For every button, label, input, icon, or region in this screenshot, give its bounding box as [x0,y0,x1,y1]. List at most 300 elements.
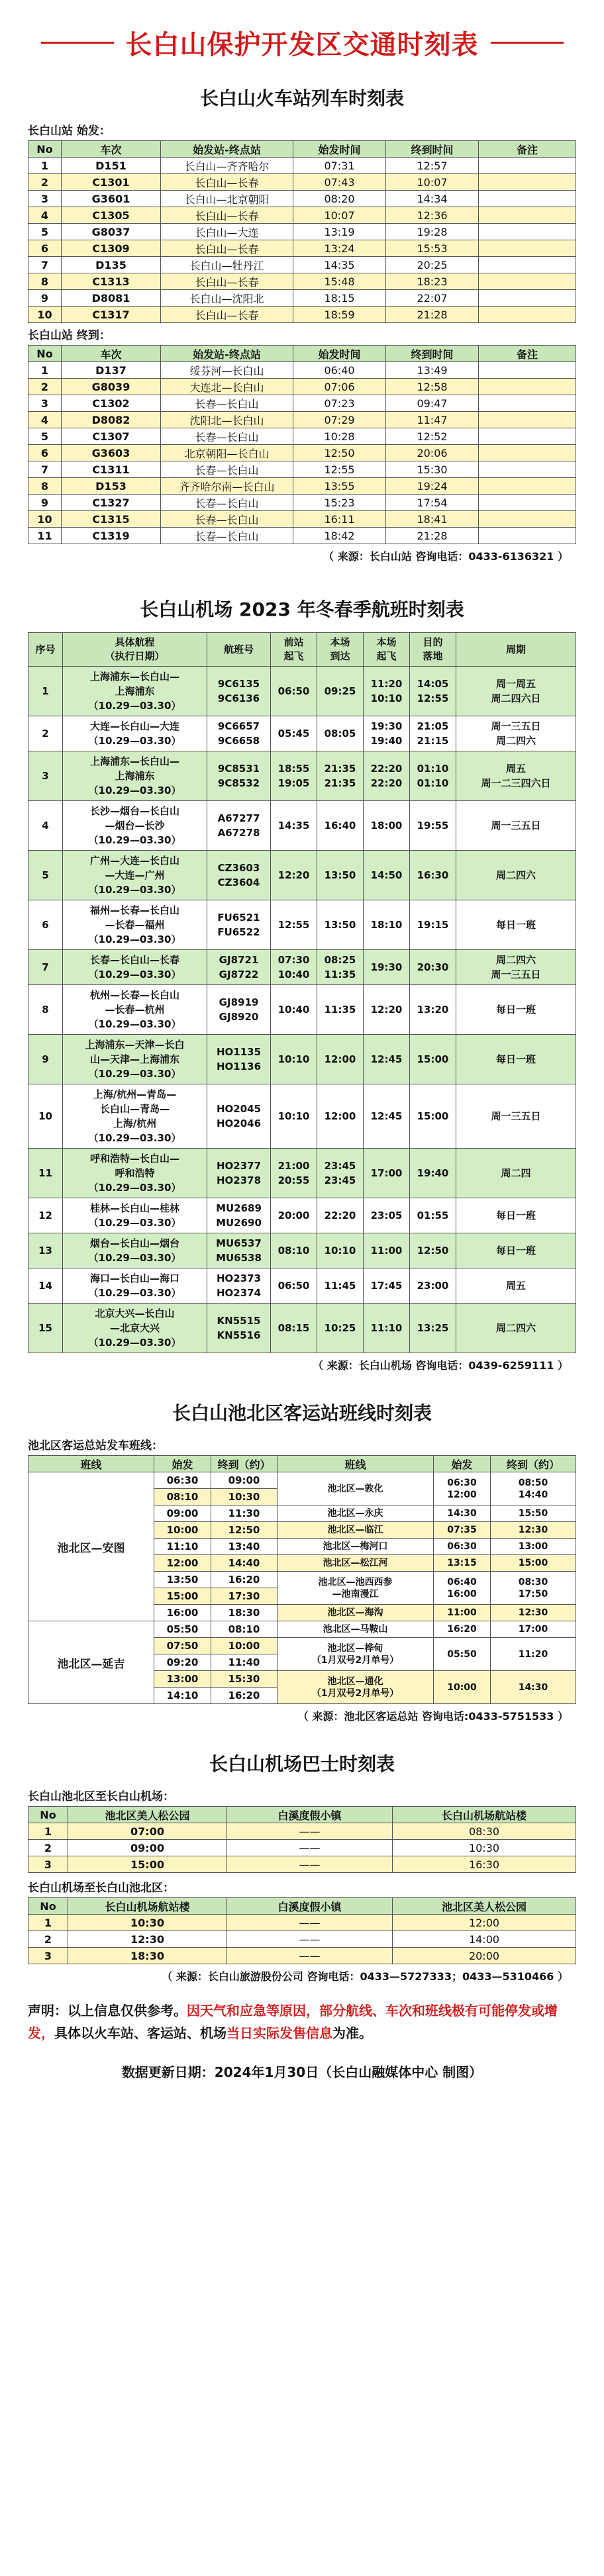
flight-cell: 12:00 [317,1084,364,1149]
table-cell: 长春—长白山 [161,528,293,544]
table-cell: 10:30 [68,1915,227,1931]
departure-header: 始发站-终点站 [161,141,293,158]
table-cell: C1302 [62,395,161,412]
bus-depart-time: 13:15 [434,1555,491,1572]
table-row [28,307,576,323]
table-cell: 09:00 [68,1840,227,1856]
bus-arrive-time: 14:40 [211,1555,277,1572]
flight-cell: 08:10 [271,1233,317,1268]
flight-cell: 21:35 21:35 [317,751,364,801]
table-cell: 1 [28,362,62,379]
table-cell: 10 [28,511,62,528]
table-cell: 长春—长白山 [161,511,293,528]
flight-cell: 1 [28,667,63,716]
bus-route-name: 池北区—永庆 [277,1505,434,1522]
table-cell: 长白山—长春 [161,273,293,290]
table-row [28,495,576,511]
flight-cell: 周一三五日 [456,1084,576,1149]
flight-header: 航班号 [207,633,271,667]
flight-row [28,950,576,985]
flight-cell: 20:30 [410,950,456,985]
table-cell: 08:20 [293,191,386,207]
table-row [28,461,576,478]
flight-header: 本场 起飞 [364,633,410,667]
flight-header: 前站 起飞 [271,633,317,667]
bus-caption: 池北区客运总站发车班线： [28,1439,163,1453]
main-title-text: 长白山保护开发区交通时刻表 [125,30,479,60]
table-cell: D8082 [62,412,161,428]
bus-arrive-time: 12:30 [491,1605,576,1621]
table-row [28,1823,576,1840]
bus-depart-time: 14:10 [154,1688,211,1704]
table-cell: 18:59 [293,307,386,323]
bus-depart-time: 06:30 [434,1539,491,1555]
table-cell: 7 [28,257,62,273]
table-cell: G8037 [62,224,161,240]
flight-cell: 每日一班 [456,900,576,950]
table-cell: 10:07 [293,207,386,224]
table-row [28,158,576,174]
table-cell: 8 [28,478,62,495]
table-cell: 3 [28,395,62,412]
table-row [28,240,576,257]
flight-cell: 18:10 [364,900,410,950]
table-cell: D8081 [62,290,161,307]
table-cell: 7 [28,461,62,478]
table-cell: —— [227,1823,393,1840]
table-cell: 11 [28,528,62,544]
table-cell: 13:49 [386,362,479,379]
table-cell: 18:41 [386,511,479,528]
flight-cell: 周二四六 [456,1304,576,1353]
table-cell: 08:30 [393,1823,576,1840]
shuttle-caption-2: 长白山机场至长白山池北区： [28,1882,174,1895]
table-cell: 22:07 [386,290,479,307]
flight-cell: 13:50 [317,851,364,900]
table-cell [479,273,576,290]
flight-cell: 11:20 10:10 [364,667,410,716]
bus-depart-time: 07:35 [434,1522,491,1539]
flight-cell: 每日一班 [456,1198,576,1233]
bus-header: 始发 [434,1456,491,1472]
table-cell: 大连北—长白山 [161,379,293,395]
bus-depart-time: 15:00 [154,1588,211,1605]
bus-depart-time: 08:10 [154,1489,211,1505]
table-cell: 9 [28,290,62,307]
table-row [28,428,576,445]
bus-arrive-time: 08:50 14:40 [491,1472,576,1505]
flight-row [28,716,576,751]
table-cell: 12:30 [68,1931,227,1948]
table-cell: 5 [28,224,62,240]
flight-cell: 08:15 [271,1304,317,1353]
bus-route-name: 池北区—通化 （1月双号2月单号） [277,1671,434,1704]
bus-arrive-time: 15:30 [211,1671,277,1688]
flight-cell: 海口—长白山—海口 （10.29—03.30） [63,1268,207,1304]
flight-cell: 周五 [456,1268,576,1304]
table-cell: 2 [28,379,62,395]
table-cell [479,290,576,307]
flight-row [28,1035,576,1084]
flight-cell: 每日一班 [456,985,576,1035]
flight-cell: 21:05 21:15 [410,716,456,751]
airport-title: 长白山机场 2023 年冬春季航班时刻表 [140,598,464,620]
flight-cell: 10 [28,1084,63,1149]
shuttle2-header: 池北区美人松公园 [393,1898,576,1915]
flight-cell: CZ3603 CZ3604 [207,851,271,900]
table-row [28,1931,576,1948]
flight-cell: KN5515 KN5516 [207,1304,271,1353]
updated-date: 数据更新日期：2024年1月30日（长白山融媒体中心 制图） [121,2064,483,2080]
table-cell: 1 [28,158,62,174]
table-cell: 16:30 [393,1856,576,1873]
table-row [28,528,576,544]
flight-row [28,1268,576,1304]
flight-row [28,1233,576,1268]
bus-depart-time: 10:00 [434,1671,491,1704]
flight-cell: 09:25 [317,667,364,716]
table-cell: 18:15 [293,290,386,307]
table-cell [479,207,576,224]
flight-cell: 19:55 [410,801,456,851]
departure-header: 备注 [479,141,576,158]
shuttle1-header: 长白山机场航站楼 [393,1807,576,1823]
flight-cell: 12:50 [410,1233,456,1268]
bus-route-name: 池北区—梅河口 [277,1539,434,1555]
flight-cell: 07:30 10:40 [271,950,317,985]
notice [28,1999,576,2044]
flight-cell: 烟台—长白山—烟台 （10.29—03.30） [63,1233,207,1268]
train-title: 长白山火车站列车时刻表 [199,87,404,109]
table-cell: 长春—长白山 [161,395,293,412]
bus-row [28,1621,576,1638]
flight-cell: 14 [28,1268,63,1304]
flight-cell: 周一周五 周二四六日 [456,667,576,716]
departure-header: 终到时间 [386,141,479,158]
table-cell: 20:25 [386,257,479,273]
flight-cell: 9C6135 9C6136 [207,667,271,716]
table-row [28,257,576,273]
flight-cell: 周二四 [456,1149,576,1198]
airport-source: （ 来源：长白山机场 咨询电话：0439-6259111 ） [313,1359,568,1372]
flight-cell: 12:20 [271,851,317,900]
train-dep-caption: 长白山站 始发： [28,124,111,138]
flight-cell: 14:05 12:55 [410,667,456,716]
departure-header: 车次 [62,141,161,158]
table-cell: 07:29 [293,412,386,428]
table-cell: 06:40 [293,362,386,379]
table-cell: 07:23 [293,395,386,412]
notice-tail: 为准。 [332,2025,372,2041]
table-cell: 长白山—长春 [161,207,293,224]
bus-table [28,1455,576,1704]
table-cell: C1313 [62,273,161,290]
table-cell: 15:23 [293,495,386,511]
flight-cell: 10:10 [271,1035,317,1084]
shuttle-caption-1: 长白山池北区至长白山机场： [28,1790,174,1803]
flight-cell: 周一三五日 [456,801,576,851]
bus-header: 始发 [154,1456,211,1472]
flight-cell: 4 [28,801,63,851]
flight-cell: 广州—大连—长白山 —大连—广州 （10.29—03.30） [63,851,207,900]
bus-arrive-time: 08:10 [211,1621,277,1638]
table-cell: 6 [28,240,62,257]
flight-cell: 12:55 [271,900,317,950]
notice-red: 因天气和应急等原因，部分航线、车次和班线极有可能停发或增发， [28,2003,558,2041]
table-cell: C1317 [62,307,161,323]
flight-cell: 12 [28,1198,63,1233]
table-cell: 8 [28,273,62,290]
table-row [28,395,576,412]
shuttle-table-1 [28,1806,576,1873]
table-row [28,207,576,224]
bus-arrive-time: 18:30 [211,1605,277,1621]
table-cell: 长白山—大连 [161,224,293,240]
flight-cell: 上海浦东—长白山— 上海浦东 （10.29—03.30） [63,751,207,801]
table-cell: 12:00 [393,1915,576,1931]
table-cell [479,224,576,240]
bus-route-name: 池北区—池西西参 —池南漫江 [277,1572,434,1605]
table-cell: G3603 [62,445,161,461]
table-cell [479,362,576,379]
flight-cell: 23:45 23:45 [317,1149,364,1198]
table-cell: 09:47 [386,395,479,412]
table-cell: 13:55 [293,478,386,495]
flight-cell: 12:45 [364,1084,410,1149]
table-cell [479,445,576,461]
flight-cell: 22:20 22:20 [364,751,410,801]
table-cell: 2 [28,1840,68,1856]
table-cell: 3 [28,191,62,207]
flight-cell: 10:40 [271,985,317,1035]
bus-route-name: 池北区—延吉 [28,1621,154,1704]
shuttle-source: （ 来源：长白山旅游股份公司 咨询电话：0433—5727333；0433—5310466 ） [162,1970,568,1983]
table-cell: 长春—长白山 [161,495,293,511]
flight-cell: 11:00 [364,1233,410,1268]
flight-cell: HO1135 HO1136 [207,1035,271,1084]
bus-depart-time: 16:00 [154,1605,211,1621]
table-cell: 12:52 [386,428,479,445]
table-cell: 1 [28,1915,68,1931]
flight-cell: 大连—长白山—大连 （10.29—03.30） [63,716,207,751]
table-cell: 长白山—齐齐哈尔 [161,158,293,174]
flight-cell: 18:55 19:05 [271,751,317,801]
flight-row [28,1198,576,1233]
train-source: （ 来源：长白山站 咨询电话：0433-6136321 ） [323,550,568,563]
flight-cell: 北京大兴—长白山 —北京大兴 （10.29—03.30） [63,1304,207,1353]
bus-arrive-time: 13:40 [211,1539,277,1555]
table-row [28,1915,576,1931]
table-cell [479,240,576,257]
shuttle-table-2 [28,1897,576,1964]
flight-cell: 12:20 [364,985,410,1035]
flight-cell: 17:00 [364,1149,410,1198]
flight-cell: 15:00 [410,1084,456,1149]
flight-cell: 16:30 [410,851,456,900]
flight-header: 目的 落地 [410,633,456,667]
arrival-header: 备注 [479,346,576,362]
flight-cell: 19:15 [410,900,456,950]
bus-arrive-time: 16:20 [211,1572,277,1588]
flight-cell: 22:20 [317,1198,364,1233]
table-cell: 11:47 [386,412,479,428]
table-cell: 17:54 [386,495,479,511]
bus-arrive-time: 15:50 [491,1505,576,1522]
bus-depart-time: 12:00 [154,1555,211,1572]
flight-row [28,900,576,950]
table-cell: 13:24 [293,240,386,257]
shuttle1-header: No [28,1807,68,1823]
flight-cell: 杭州—长春—长白山 —长春—杭州 （10.29—03.30） [63,985,207,1035]
flight-cell: 13:20 [410,985,456,1035]
flight-cell: 15:00 [410,1035,456,1084]
bus-depart-time: 14:30 [434,1505,491,1522]
flight-cell: 9C8531 9C8532 [207,751,271,801]
bus-depart-time: 10:00 [154,1522,211,1539]
flight-cell: 7 [28,950,63,985]
bus-route-name: 池北区—海沟 [277,1605,434,1621]
bus-arrive-time: 11:20 [491,1638,576,1671]
flight-cell: 17:45 [364,1268,410,1304]
table-cell: D151 [62,158,161,174]
table-cell: 长白山—长春 [161,307,293,323]
flight-cell: 23:00 [410,1268,456,1304]
bus-arrive-time: 10:00 [211,1638,277,1654]
table-cell: 19:24 [386,478,479,495]
flight-cell: MU6537 MU6538 [207,1233,271,1268]
bus-depart-time: 09:20 [154,1654,211,1671]
bus-arrive-time: 09:00 [211,1472,277,1489]
bus-depart-time: 07:50 [154,1638,211,1654]
flight-header: 具体航程 （执行日期） [63,633,207,667]
table-cell [479,511,576,528]
title-line-left [41,42,114,44]
bus-arrive-time: 08:30 17:50 [491,1572,576,1605]
departure-header: No [28,141,62,158]
table-cell: —— [227,1856,393,1873]
table-cell: D137 [62,362,161,379]
table-cell [479,428,576,445]
main-title [28,24,576,62]
bus-depart-time: 06:30 [154,1472,211,1489]
flight-cell: GJ8919 GJ8920 [207,985,271,1035]
table-cell [479,495,576,511]
flight-row [28,1304,576,1353]
table-cell: 3 [28,1856,68,1873]
notice-lead: 声明：以上信息仅供参考。 [28,2003,187,2019]
table-cell: 长春—长白山 [161,428,293,445]
flight-cell: 01:10 01:10 [410,751,456,801]
table-cell: 07:00 [68,1823,227,1840]
table-cell: 5 [28,428,62,445]
table-cell: C1309 [62,240,161,257]
table-cell: 16:11 [293,511,386,528]
flight-cell: 9 [28,1035,63,1084]
bus-route-name: 池北区—安图 [28,1472,154,1621]
bus-route-name: 池北区—松江河 [277,1555,434,1572]
flight-cell: 13:25 [410,1304,456,1353]
table-cell [479,257,576,273]
table-cell: 15:00 [68,1856,227,1873]
flight-cell: 5 [28,851,63,900]
bus-arrive-time: 15:00 [491,1555,576,1572]
table-cell: C1315 [62,511,161,528]
flight-cell: 16:40 [317,801,364,851]
table-cell: 15:30 [386,461,479,478]
flight-cell: 18:00 [364,801,410,851]
table-cell: 2 [28,1931,68,1948]
bus-depart-time: 05:50 [434,1638,491,1671]
table-cell: —— [227,1948,393,1964]
table-cell: G3601 [62,191,161,207]
table-row [28,1840,576,1856]
table-cell: 19:28 [386,224,479,240]
table-cell [479,158,576,174]
bus-header: 终到（约） [211,1456,277,1472]
table-cell: C1327 [62,495,161,511]
bus-depart-time: 11:00 [434,1605,491,1621]
shuttle2-header: 白溪度假小镇 [227,1898,393,1915]
table-cell: 长春—长白山 [161,461,293,478]
arrival-header: 始发站-终点站 [161,346,293,362]
table-row [28,191,576,207]
flight-row [28,985,576,1035]
flight-cell: 上海浦东—天津—长白 山—天津—上海浦东 （10.29—03.30） [63,1035,207,1084]
table-cell: —— [227,1915,393,1931]
table-cell: 07:31 [293,158,386,174]
flight-cell: 周一三五日 周二四六 [456,716,576,751]
table-row [28,290,576,307]
flight-cell: 08:05 [317,716,364,751]
departure-header: 始发时间 [293,141,386,158]
flight-cell: 福州—长春—长白山 —长春—福州 （10.29—03.30） [63,900,207,950]
table-row [28,511,576,528]
table-cell: 14:34 [386,191,479,207]
bus-depart-time: 13:50 [154,1572,211,1588]
table-cell: D135 [62,257,161,273]
flight-cell: A67277 A67278 [207,801,271,851]
bus-arrive-time: 12:50 [211,1522,277,1539]
flight-cell: 12:00 [317,1035,364,1084]
flight-cell: 19:30 19:40 [364,716,410,751]
bus-source: （ 来源：池北区客运总站 咨询电话:0433-5751533 ） [297,1710,568,1723]
table-cell: 21:28 [386,307,479,323]
table-cell: 长白山—长春 [161,240,293,257]
table-cell: 12:36 [386,207,479,224]
table-cell: 6 [28,445,62,461]
flight-cell: 周二四六 [456,851,576,900]
table-cell: 12:50 [293,445,386,461]
flight-cell: 呼和浩特—长白山— 呼和浩特 （10.29—03.30） [63,1149,207,1198]
table-cell: 20:00 [393,1948,576,1964]
flight-cell: 10:10 [271,1084,317,1149]
flight-cell: 14:50 [364,851,410,900]
flight-cell: FU6521 FU6522 [207,900,271,950]
arrival-header: 车次 [62,346,161,362]
bus-arrive-time: 11:30 [211,1505,277,1522]
table-cell: 12:55 [293,461,386,478]
flight-cell: 13 [28,1233,63,1268]
flight-cell: 9C6657 9C6658 [207,716,271,751]
table-cell: 18:42 [293,528,386,544]
flight-cell: 上海浦东—长白山— 上海浦东 （10.29—03.30） [63,667,207,716]
table-cell: C1307 [62,428,161,445]
table-cell: D153 [62,478,161,495]
bus-title: 长白山池北区客运站班线时刻表 [172,1402,432,1424]
shuttle1-header: 池北区美人松公园 [68,1807,227,1823]
flight-cell: 长春—长白山—长春 （10.29—03.30） [63,950,207,985]
bus-depart-time: 16:20 [434,1621,491,1638]
